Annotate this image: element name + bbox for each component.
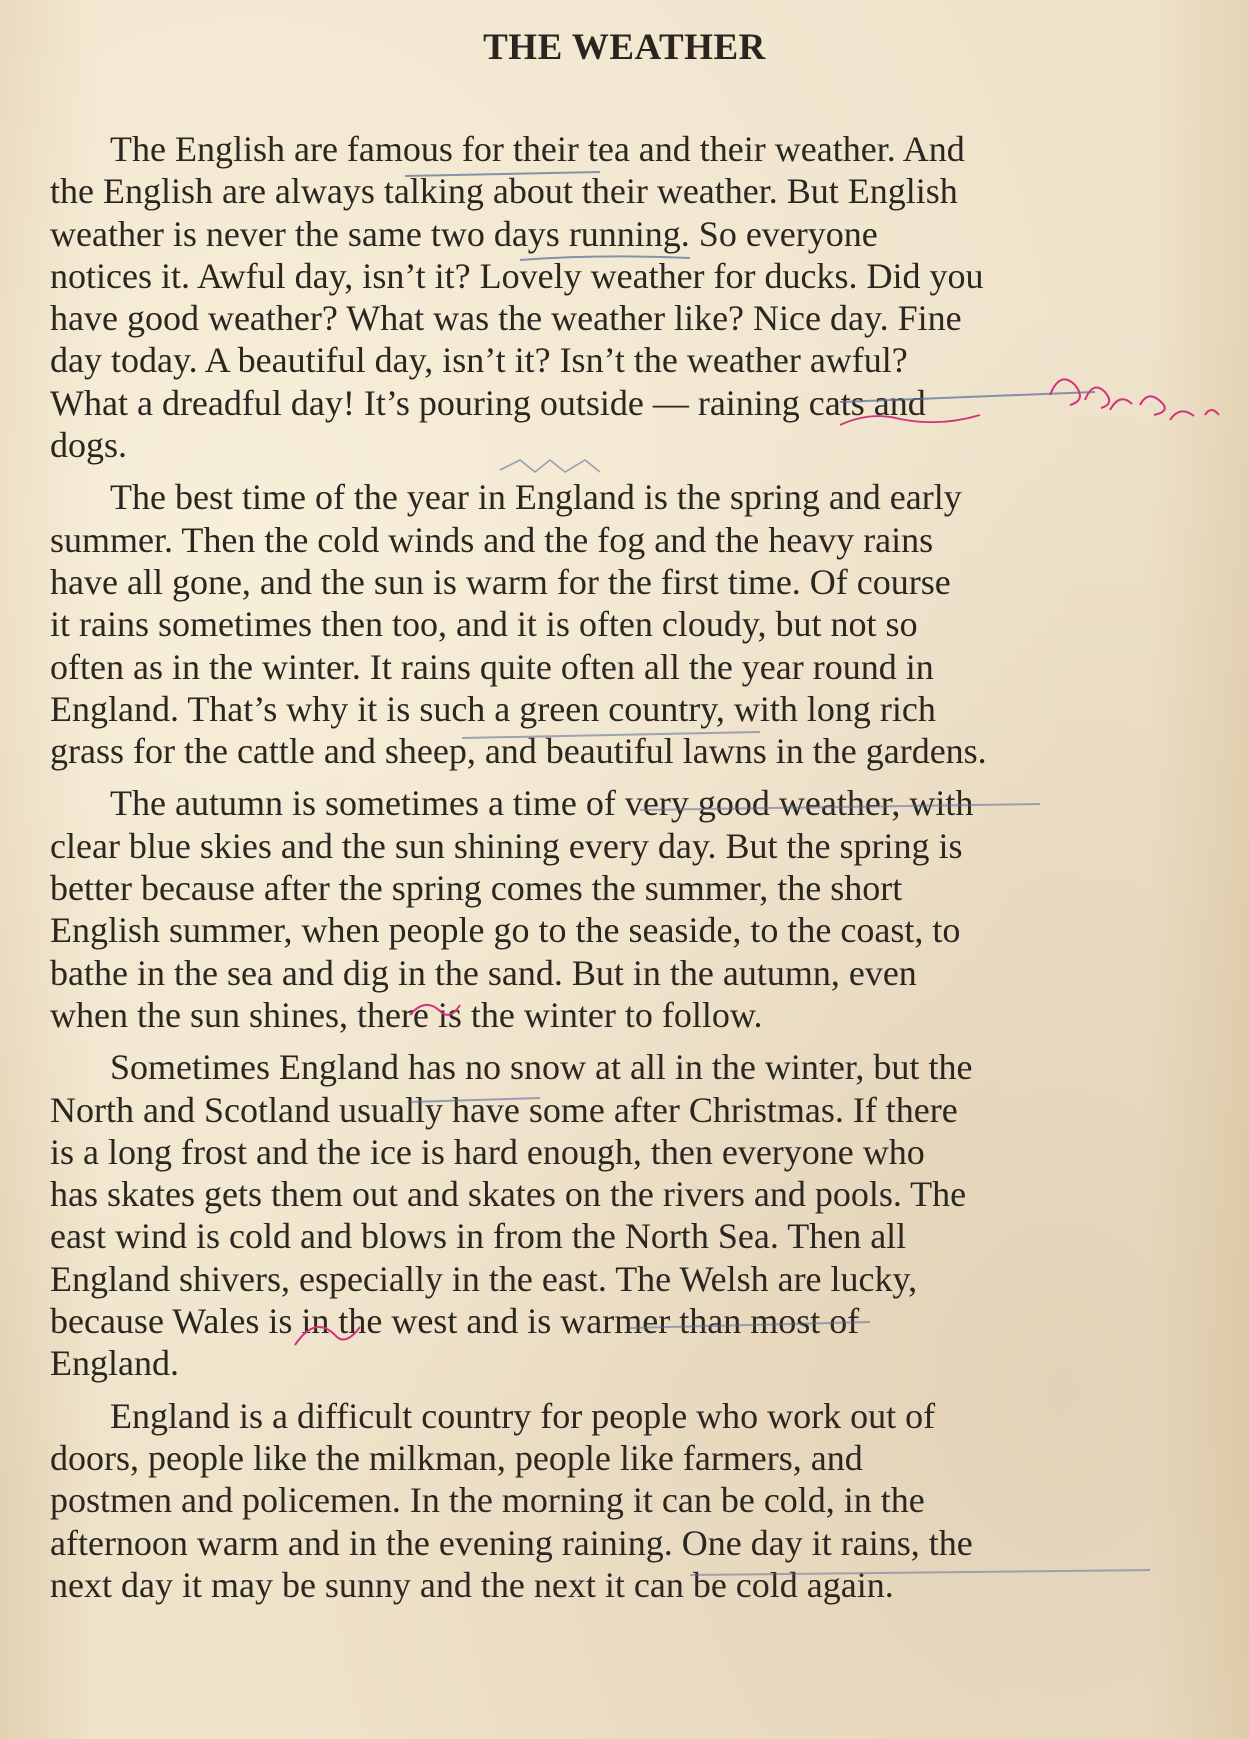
text-line: next day it may be sunny and the next it can be cold again. (50, 1564, 894, 1605)
text-line: postmen and policemen. In the morning it can be cold, in the (50, 1480, 925, 1521)
text-line: east wind is cold and blows in from the North Sea. Then all (50, 1216, 907, 1257)
text-line: afternoon warm and in the evening raining. One day it rains, the (50, 1522, 973, 1563)
text-line: England. (50, 1343, 179, 1384)
text-line: England is a difficult country for people who work out of (110, 1395, 936, 1436)
text-line: has skates gets them out and skates on the rivers and pools. The (50, 1174, 967, 1215)
text-line: have good weather? What was the weather like? Nice day. Fine (50, 298, 962, 339)
text-line: What a dreadful day! It’s pouring outside — raining cats and (50, 382, 926, 423)
text-line: day today. A beautiful day, isn’t it? Isn’t the weather awful? (50, 340, 908, 381)
text-line: the English are always talking about their weather. But English (50, 171, 958, 212)
text-line: weather is never the same two days running. So everyone (50, 213, 878, 254)
text-line: The autumn is sometimes a time of very good weather, with (110, 783, 974, 824)
text-line: dogs. (50, 425, 128, 466)
text-line: clear blue skies and the sun shining every day. But the spring is (50, 825, 963, 866)
text-line: Sometimes England has no snow at all in the winter, but the (110, 1047, 973, 1088)
text-line: because Wales is in the west and is warmer than most of (50, 1301, 860, 1342)
text-line: have all gone, and the sun is warm for the first time. Of course (50, 561, 951, 602)
page-title: THE WEATHER (483, 27, 766, 68)
text-line: often as in the winter. It rains quite often all the year round in (50, 646, 934, 687)
text-line: notices it. Awful day, isn’t it? Lovely weather for ducks. Did you (50, 255, 984, 296)
pink-scribble (1050, 379, 1219, 420)
text-line: English summer, when people go to the seaside, to the coast, to (50, 910, 961, 951)
pink-scribble (410, 1005, 460, 1015)
text-line: summer. Then the cold winds and the fog and the heavy rains (50, 519, 934, 560)
text-line: The best time of the year in England is the spring and early (110, 477, 962, 518)
text-line: England shivers, especially in the east. The Welsh are lucky, (50, 1258, 918, 1299)
text-line: The English are famous for their tea and their weather. And (110, 129, 965, 169)
pink-scribble (840, 415, 980, 425)
text-line: doors, people like the milkman, people like farmers, and (50, 1437, 863, 1478)
text-line: better because after the spring comes the summer, the short (50, 868, 903, 909)
pink-scribble (295, 1327, 360, 1345)
text-line: bathe in the sea and dig in the sand. But in the autumn, even (50, 952, 917, 993)
text-line: when the sun shines, there is the winter to follow. (50, 994, 763, 1035)
text-line: grass for the cattle and sheep, and beautiful lawns in the gardens. (50, 731, 987, 772)
text-line: is a long frost and the ice is hard enough, then everyone who (50, 1131, 925, 1172)
text-line: it rains sometimes then too, and it is often cloudy, but not so (50, 604, 918, 645)
text-line: England. That’s why it is such a green country, with long rich (50, 688, 936, 729)
text-line: North and Scotland usually have some after Christmas. If there (50, 1089, 958, 1130)
